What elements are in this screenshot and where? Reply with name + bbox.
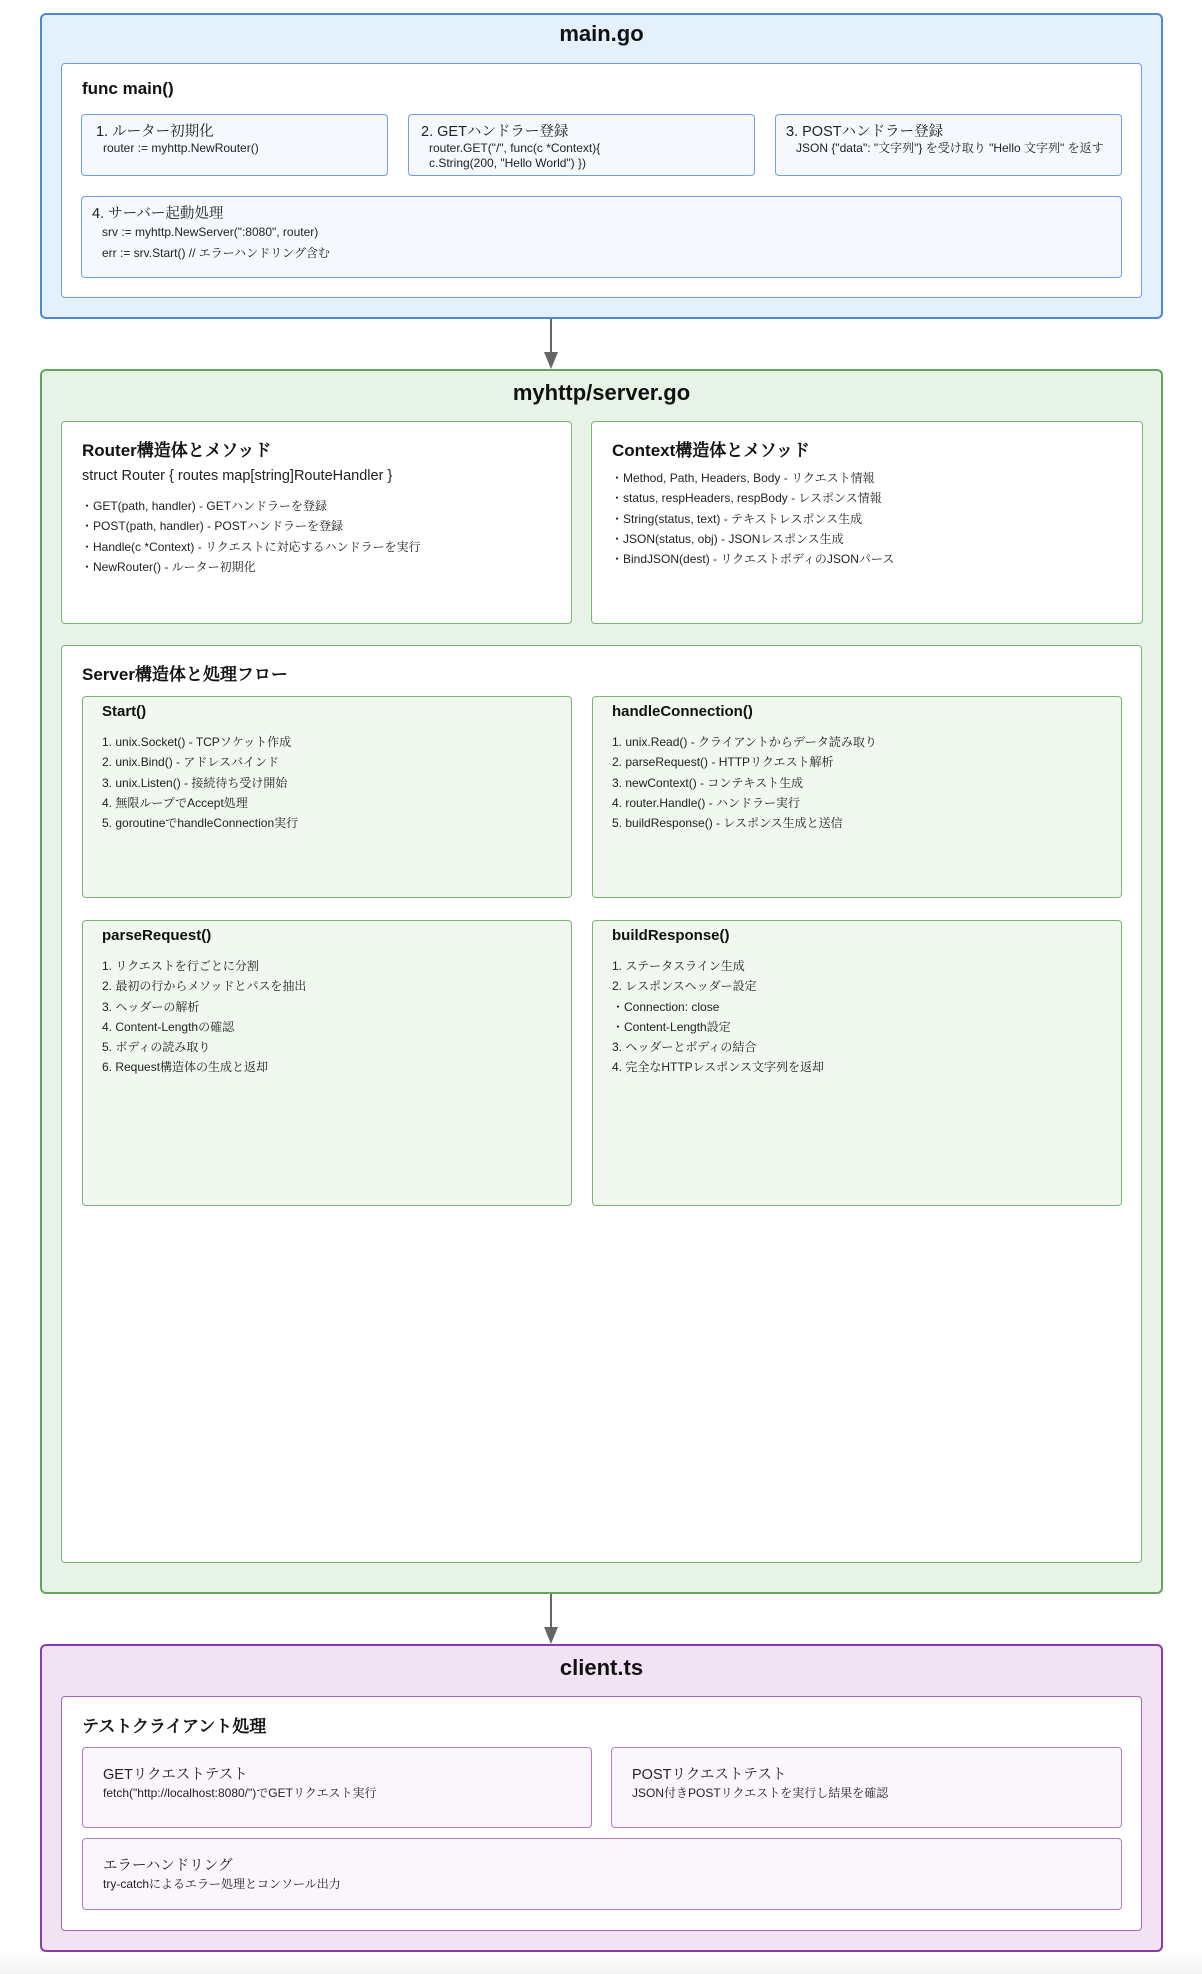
step-title: 1. ルーター初期化 <box>96 124 214 140</box>
list-item: 4. 完全なHTTPレスポンス文字列を返却 <box>612 1060 824 1075</box>
step-title: 3. POSTハンドラー登録 <box>786 124 944 140</box>
list-item: ・POST(path, handler) - POSTハンドラーを登録 <box>81 519 344 534</box>
server-go-title: myhttp/server.go <box>512 380 691 405</box>
list-item: 1. リクエストを行ごとに分割 <box>102 959 259 973</box>
build-response-box <box>592 920 1122 1206</box>
get-test-box <box>82 1747 592 1828</box>
start-box <box>82 696 572 898</box>
list-item: ・BindJSON(dest) - リクエストボディのJSONパース <box>611 552 895 567</box>
context-title: Context構造体とメソッド <box>612 441 810 460</box>
handle-connection-steps <box>612 732 877 833</box>
list-item: ・JSON(status, obj) - JSONレスポンス生成 <box>611 531 844 546</box>
list-item: ・Content-Length設定 <box>612 1019 731 1034</box>
context-methods <box>611 468 894 569</box>
error-handling-title: エラーハンドリング <box>103 1858 233 1874</box>
list-item: 6. Request構造体の生成と返却 <box>102 1060 269 1075</box>
list-item: 4. 無限ループでAccept処理 <box>102 795 248 810</box>
func-main-title: func main() <box>82 79 174 98</box>
list-item: 4. router.Handle() - ハンドラー実行 <box>612 795 801 810</box>
list-item: ・Connection: close <box>612 999 720 1014</box>
step-post-handler <box>775 114 1122 176</box>
build-response-title: buildResponse() <box>612 927 730 944</box>
step-code: c.String(200, "Hello World") }) <box>429 156 587 170</box>
test-client-title: テストクライアント処理 <box>82 1717 267 1736</box>
list-item: 2. レスポンスヘッダー設定 <box>612 979 757 994</box>
arrow-head-icon <box>544 352 558 369</box>
list-item: 5. goroutineでhandleConnection実行 <box>102 816 299 831</box>
list-item: ・GET(path, handler) - GETハンドラーを登録 <box>81 499 328 513</box>
list-item: 1. unix.Socket() - TCPソケット作成 <box>102 735 292 749</box>
main-go-title: main.go <box>559 21 644 46</box>
router-box <box>61 421 572 624</box>
client-ts-title: client.ts <box>559 1655 644 1680</box>
list-item: 2. parseRequest() - HTTPリクエスト解析 <box>612 755 834 770</box>
step-code: JSON {"data": "文字列"} を受け取り "Hello 文字列" を返す <box>796 141 1104 155</box>
arrow-head-icon <box>544 1627 558 1644</box>
list-item: 3. ヘッダーとボディの結合 <box>612 1040 757 1055</box>
router-struct: struct Router { routes map[string]RouteHandler } <box>82 468 393 484</box>
list-item: 3. unix.Listen() - 接続待ち受け開始 <box>102 775 288 790</box>
list-item: 2. 最初の行からメソッドとパスを抽出 <box>102 979 307 994</box>
start-steps <box>102 732 298 833</box>
list-item: ・Method, Path, Headers, Body - リクエスト情報 <box>611 471 875 485</box>
list-item: 2. unix.Bind() - アドレスバインド <box>102 755 280 770</box>
parse-request-title: parseRequest() <box>102 927 212 944</box>
list-item: 3. newContext() - コンテキスト生成 <box>612 775 804 790</box>
list-item: 1. ステータスライン生成 <box>612 959 745 973</box>
context-box <box>591 421 1143 624</box>
step-code: router.GET("/", func(c *Context){ <box>429 141 601 155</box>
handle-connection-box <box>592 696 1122 898</box>
list-item: 1. unix.Read() - クライアントからデータ読み取り <box>612 735 877 749</box>
step-code: srv := myhttp.NewServer(":8080", router) <box>102 225 319 239</box>
server-flow-title: Server構造体と処理フロー <box>82 665 288 684</box>
list-item: 3. ヘッダーの解析 <box>102 999 200 1014</box>
get-test-title: GETリクエストテスト <box>103 1767 248 1783</box>
arrow-main-to-server <box>550 319 552 353</box>
build-response-steps <box>612 956 824 1078</box>
post-test-box <box>611 1747 1122 1828</box>
list-item: ・Handle(c *Context) - リクエストに対応するハンドラーを実行 <box>81 539 421 554</box>
router-methods <box>81 496 421 577</box>
list-item: ・String(status, text) - テキストレスポンス生成 <box>611 511 863 526</box>
arrow-server-to-client <box>550 1594 552 1628</box>
step-get-handler <box>408 114 755 176</box>
post-test-title: POSTリクエストテスト <box>632 1767 787 1783</box>
step-code: err := srv.Start() // エラーハンドリング含む <box>102 246 330 260</box>
step-code: router := myhttp.NewRouter() <box>103 141 259 155</box>
get-test-desc: fetch("http://localhost:8080/")でGETリクエスト実行 <box>103 1786 377 1800</box>
parse-request-steps <box>102 956 306 1078</box>
start-title: Start() <box>102 703 147 720</box>
list-item: ・status, respHeaders, respBody - レスポンス情報 <box>611 491 882 506</box>
post-test-desc: JSON付きPOSTリクエストを実行し結果を確認 <box>632 1786 889 1800</box>
handle-connection-title: handleConnection() <box>612 703 753 720</box>
list-item: ・NewRouter() - ルーター初期化 <box>81 559 256 574</box>
list-item: 4. Content-Lengthの確認 <box>102 1019 235 1034</box>
parse-request-box <box>82 920 572 1206</box>
step-server-start <box>81 196 1122 278</box>
step-title: 2. GETハンドラー登録 <box>421 124 569 140</box>
step-router-init <box>81 114 388 176</box>
error-handling-desc: try-catchによるエラー処理とコンソール出力 <box>103 1877 341 1891</box>
error-handling-box <box>82 1838 1122 1910</box>
list-item: 5. buildResponse() - レスポンス生成と送信 <box>612 816 843 831</box>
router-title: Router構造体とメソッド <box>82 441 272 460</box>
step-title: 4. サーバー起動処理 <box>92 206 224 222</box>
list-item: 5. ボディの読み取り <box>102 1040 211 1055</box>
